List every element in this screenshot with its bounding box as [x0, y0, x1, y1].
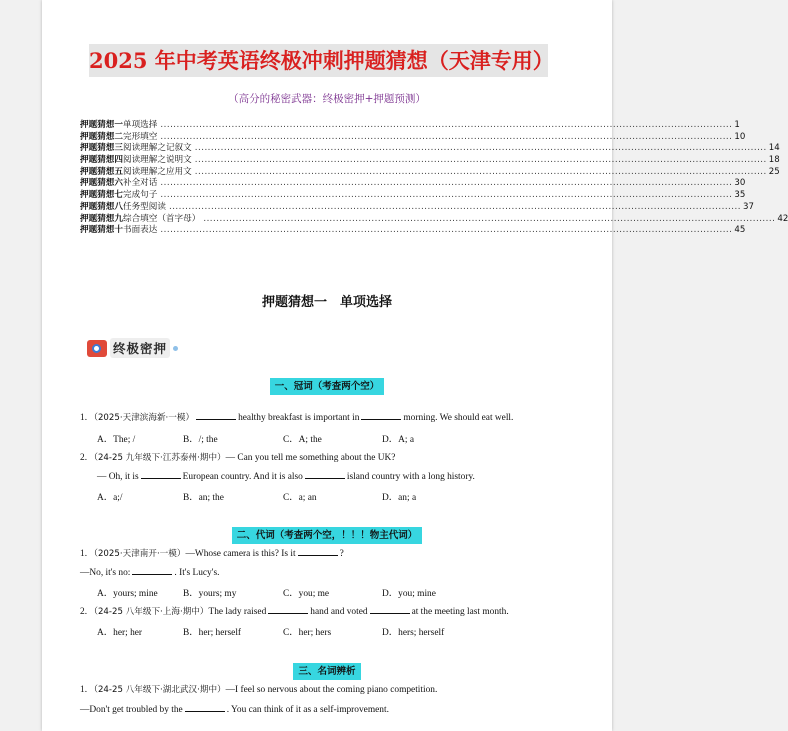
toc-leader: ................................................................................................................................................................................. [194, 166, 767, 177]
toc-leader: ................................................................................................................................................................................. [203, 213, 776, 224]
option-c[interactable]: C．A; the [283, 435, 322, 445]
section-badge [87, 337, 178, 359]
option-c[interactable]: C．you; me [283, 589, 330, 599]
toc-leader: ................................................................................................................................................................................. [194, 155, 767, 166]
option-a[interactable]: A．her; her [97, 628, 143, 638]
toc-leader: ................................................................................................................................................................................. [160, 120, 733, 130]
answer-blank[interactable] [298, 547, 338, 556]
option-b[interactable]: B．/; the [183, 435, 218, 445]
toc-leader: ................................................................................................................................................................................. [160, 178, 733, 189]
toc-row[interactable]: 押题猜想九 综合填空（首字母） ................................................................................................................................................................................. 42 [80, 213, 788, 224]
document-title: 2025 年中考英语终极冲刺押题猜想（天津专用） [89, 48, 554, 73]
badge-label: 终极密押 [110, 338, 170, 358]
toc-leader: ................................................................................................................................................................................. [160, 131, 733, 142]
option-d[interactable]: D．you; mine [382, 589, 436, 599]
toc-leader: ................................................................................................................................................................................. [194, 143, 767, 154]
question-line: 2. （24-25 九年级下·江苏泰州·期中）— Can you tell me something about the UK? [80, 453, 396, 463]
toc-leader: ................................................................................................................................................................................. [160, 225, 733, 236]
toc-row[interactable]: 押题猜想二 完形填空 ................................................................................................................................................................................. 10 [80, 131, 746, 142]
question-line: 2. （24-25 八年级下·上海·期中）The lady raised hand and voted at the meeting last month. [80, 607, 509, 617]
document-subtitle: （高分的秘密武器：终极密押+押题预测） [228, 93, 426, 105]
option-a[interactable]: A．yours; mine [97, 589, 158, 599]
section-heading: 押题猜想一 单项选择 [261, 295, 392, 310]
toc-row[interactable]: 押题猜想六 补全对话 ................................................................................................................................................................................. 30 [80, 178, 746, 189]
question-line: 1. （2025·天津滨海新·一模） healthy breakfast is important in morning. We should eat well. [80, 413, 514, 423]
category-heading: 三、名词辨析 [42, 659, 612, 680]
question-line: —No, it's no: . It's Lucy's. [80, 568, 220, 578]
question-line: — Oh, it is European country. And it is also island country with a long history. [97, 472, 475, 482]
answer-blank[interactable] [132, 566, 172, 575]
title-banner [89, 44, 554, 77]
toc-leader: ................................................................................................................................................................................. [160, 190, 733, 201]
category-heading: 一、冠词（考查两个空） [42, 374, 612, 395]
question-line: 1. （24-25 八年级下·湖北武汉·期中）—I feel so nervous about the coming piano competition. [80, 685, 438, 695]
answer-blank[interactable] [185, 703, 225, 712]
toc-row[interactable]: 押题猜想一 单项选择 ................................................................................................................................................................................. 1 [80, 120, 740, 130]
option-a[interactable]: A．The; / [97, 435, 136, 445]
option-b[interactable]: B．her; herself [183, 628, 242, 638]
table-of-contents [80, 120, 788, 237]
answer-blank[interactable] [305, 470, 345, 479]
option-b[interactable]: B．an; the [183, 493, 224, 503]
option-a[interactable]: A．a;/ [97, 493, 123, 503]
answer-blank[interactable] [361, 411, 401, 420]
option-d[interactable]: D．hers; herself [382, 628, 445, 638]
option-d[interactable]: D．A; a [382, 435, 415, 445]
toc-row[interactable]: 押题猜想四 阅读理解之说明文 ................................................................................................................................................................................. 18 [80, 155, 780, 166]
option-b[interactable]: B．yours; my [183, 589, 237, 599]
toc-leader: ................................................................................................................................................................................. [168, 201, 741, 212]
option-d[interactable]: D．an; a [382, 493, 417, 503]
option-c[interactable]: C．a; an [283, 493, 317, 503]
question-line: 1. （2025·天津南开·一模）—Whose camera is this? Is it ? [80, 549, 344, 559]
document-page [42, 0, 788, 731]
category-heading: 二、代词（考查两个空，！！！物主代词） [42, 523, 612, 544]
answer-blank[interactable] [268, 605, 308, 614]
toc-row[interactable]: 押题猜想八 任务型阅读 ................................................................................................................................................................................. 37 [80, 201, 754, 212]
toc-row[interactable]: 押题猜想三 阅读理解之记叙文 ................................................................................................................................................................................. 14 [80, 143, 780, 154]
answer-blank[interactable] [196, 411, 236, 420]
answer-blank[interactable] [141, 470, 181, 479]
toc-row[interactable]: 押题猜想十 书面表达 ................................................................................................................................................................................. 45 [80, 225, 746, 236]
toc-row[interactable]: 押题猜想五 阅读理解之应用文 ................................................................................................................................................................................. 25 [80, 166, 780, 177]
option-c[interactable]: C．her; hers [283, 628, 332, 638]
question-line: —Don't get troubled by the . You can think of it as a self-improvement. [80, 705, 389, 715]
target-icon [87, 340, 107, 357]
answer-blank[interactable] [370, 605, 410, 614]
dot-icon [173, 346, 178, 351]
toc-row[interactable]: 押题猜想七 完成句子 ................................................................................................................................................................................. 35 [80, 190, 746, 201]
